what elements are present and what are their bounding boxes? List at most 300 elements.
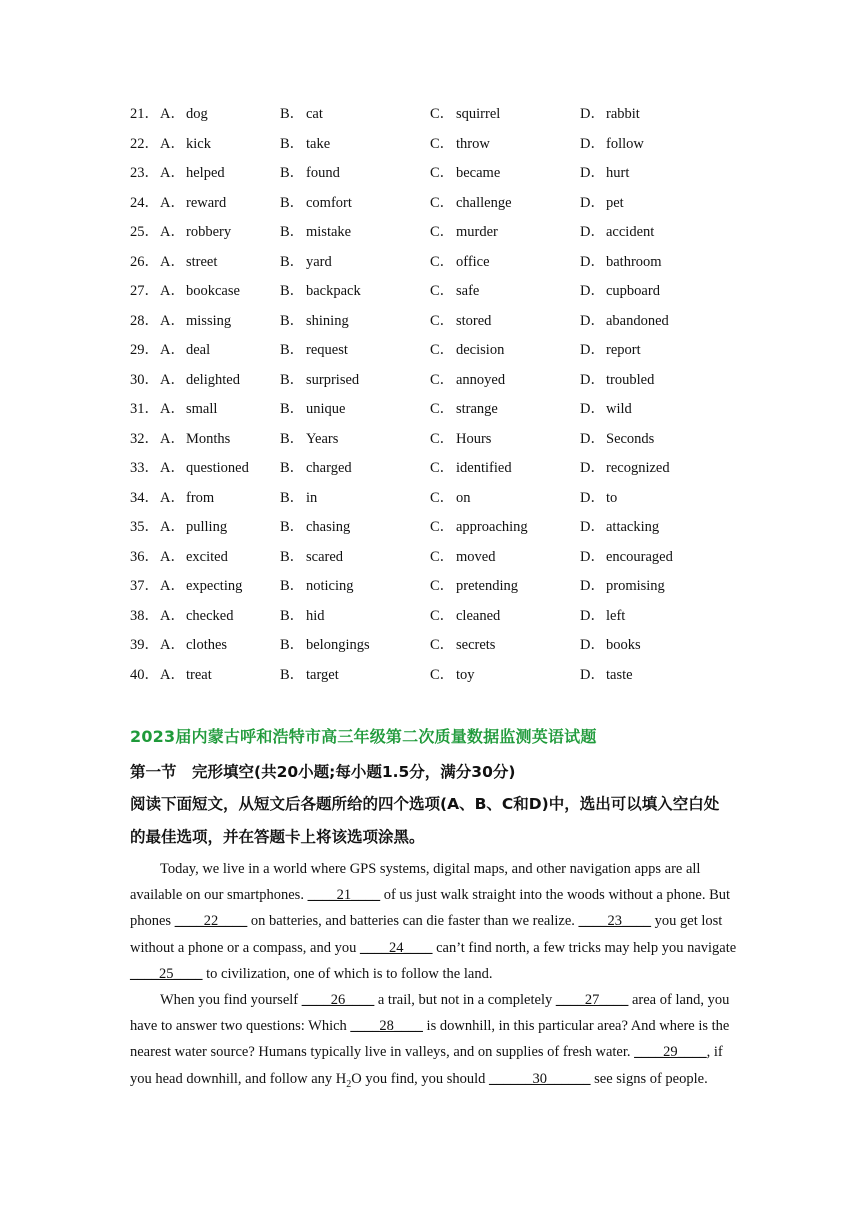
option-letter: B． — [280, 637, 305, 653]
passage-text: , if you head downhill, and follow any H — [130, 1044, 723, 1087]
option-letter: C． — [430, 548, 455, 565]
option-text: pulling — [186, 519, 228, 535]
option-text: encouraged — [606, 548, 673, 565]
section-title: 2023届内蒙古呼和浩特市高三年级第二次质量数据监测英语试题 — [130, 727, 597, 746]
option-letter: C． — [430, 371, 455, 388]
option-text: street — [186, 253, 218, 270]
option-text: accident — [606, 224, 655, 240]
option-row — [130, 366, 750, 396]
option-letter: D． — [580, 519, 605, 535]
option-text: comfort — [306, 194, 352, 211]
option-letter: B． — [280, 430, 305, 447]
option-text: throw — [456, 135, 490, 152]
option-letter: D． — [580, 401, 605, 417]
option-d — [580, 513, 659, 543]
blank-24: ____24____ — [359, 939, 433, 956]
option-d — [580, 395, 632, 425]
option-letter: A． — [160, 371, 185, 388]
option-text: Hours — [456, 430, 492, 447]
option-text: missing — [186, 312, 232, 329]
question-number: 24． — [130, 194, 159, 211]
option-text: decision — [456, 342, 505, 358]
option-letter: C． — [430, 312, 455, 329]
option-text: noticing — [306, 578, 354, 594]
option-text: left — [606, 607, 626, 624]
option-c — [430, 248, 490, 278]
option-letter: B． — [280, 401, 305, 417]
option-text: yard — [306, 253, 332, 270]
option-text: surprised — [306, 371, 360, 388]
option-a — [160, 425, 230, 455]
option-letter: C． — [430, 194, 455, 211]
option-letter: A． — [160, 578, 185, 594]
passage-text: O you find, you should — [351, 1070, 490, 1087]
option-letter: D． — [580, 135, 605, 152]
option-text: cat — [306, 106, 323, 122]
option-letter: B． — [280, 253, 305, 270]
option-text: target — [306, 666, 339, 683]
option-b — [280, 130, 330, 160]
blank-28: ____28____ — [350, 1018, 423, 1035]
passage-text: Today, we live in a world where GPS systems, digital maps, and other navigation apps are all available on our smartphones. — [130, 861, 701, 904]
option-d — [580, 336, 641, 366]
option-a — [160, 661, 212, 691]
option-text: expecting — [186, 578, 243, 594]
option-c — [430, 159, 500, 189]
option-row — [130, 307, 750, 337]
passage-paragraph-1 — [130, 856, 740, 987]
question-number: 25． — [130, 224, 159, 240]
option-letter: C． — [430, 607, 455, 624]
option-text: abandoned — [606, 312, 669, 329]
blank-29: ____29____ — [634, 1044, 707, 1061]
options-list — [130, 100, 750, 690]
option-text: checked — [186, 607, 234, 624]
option-text: bookcase — [186, 283, 240, 299]
question-number: 26． — [130, 253, 159, 270]
option-letter: B． — [280, 312, 305, 329]
option-text: hurt — [606, 165, 630, 181]
passage-text: see signs of people. — [590, 1070, 708, 1087]
option-text: strange — [456, 401, 498, 417]
option-letter: C． — [430, 401, 455, 417]
option-text: became — [456, 165, 501, 181]
option-c — [430, 543, 495, 573]
option-d — [580, 543, 673, 573]
option-row — [130, 484, 750, 514]
blank-25: ____25____ — [130, 965, 203, 982]
option-letter: C． — [430, 342, 455, 358]
option-c — [430, 336, 504, 366]
option-row — [130, 513, 750, 543]
option-b — [280, 572, 354, 602]
option-b — [280, 336, 348, 366]
option-text: promising — [606, 578, 665, 594]
option-text: rabbit — [606, 106, 640, 122]
option-c — [430, 484, 471, 514]
option-letter: A． — [160, 607, 185, 624]
option-d — [580, 159, 629, 189]
question-number: 34． — [130, 489, 159, 506]
option-b — [280, 395, 345, 425]
option-row — [130, 631, 750, 661]
option-letter: A． — [160, 135, 185, 152]
option-text: annoyed — [456, 371, 506, 388]
option-text: take — [306, 135, 331, 152]
option-text: secrets — [456, 637, 496, 653]
option-text: from — [186, 489, 215, 506]
option-letter: A． — [160, 460, 185, 476]
option-text: moved — [456, 548, 496, 565]
option-b — [280, 218, 351, 248]
option-text: on — [456, 489, 471, 506]
option-letter: B． — [280, 460, 305, 476]
option-letter: D． — [580, 342, 605, 358]
part-title: 第一节 完形填空(共20小题;每小题1.5分，满分30分) — [130, 763, 516, 781]
option-letter: A． — [160, 342, 185, 358]
option-row — [130, 425, 750, 455]
question-number: 37． — [130, 578, 159, 594]
option-a — [160, 336, 210, 366]
option-text: robbery — [186, 224, 232, 240]
option-text: charged — [306, 460, 352, 476]
option-text: scared — [306, 548, 344, 565]
blank-27: ____27____ — [555, 992, 629, 1009]
option-a — [160, 513, 227, 543]
passage-paragraph-2 — [130, 987, 740, 1092]
option-text: stored — [456, 312, 492, 329]
option-letter: B． — [280, 194, 305, 211]
option-d — [580, 484, 617, 514]
passage-text: you get lost without a phone or a compass, and you — [130, 913, 723, 956]
option-row — [130, 218, 750, 248]
option-d — [580, 277, 660, 307]
option-letter: A． — [160, 519, 185, 535]
option-letter: A． — [160, 194, 185, 211]
option-letter: D． — [580, 283, 605, 299]
option-letter: D． — [580, 165, 605, 181]
option-text: excited — [186, 548, 228, 565]
option-letter: C． — [430, 430, 455, 447]
option-c — [430, 277, 479, 307]
option-text: found — [306, 165, 340, 181]
instructions: 阅读下面短文，从短文后各题所给的四个选项(A、B、C和D)中，选出可以填入空白处的最佳选项，并在答题卡上将该选项涂黑。 — [130, 795, 720, 846]
option-a — [160, 159, 225, 189]
option-b — [280, 425, 338, 455]
passage-text: area of land, you have to answer two questions: Which — [130, 992, 730, 1035]
option-b — [280, 248, 332, 278]
option-letter: C． — [430, 460, 455, 476]
option-c — [430, 100, 500, 130]
option-text: follow — [606, 135, 644, 152]
question-number: 21． — [130, 106, 159, 122]
option-d — [580, 631, 641, 661]
subscript-2: 2 — [346, 1078, 352, 1090]
question-number: 33． — [130, 460, 159, 476]
option-text: report — [606, 342, 641, 358]
option-letter: C． — [430, 165, 455, 181]
option-b — [280, 602, 325, 632]
option-b — [280, 484, 317, 514]
question-number: 40． — [130, 666, 159, 683]
option-d — [580, 100, 640, 130]
option-a — [160, 366, 240, 396]
option-b — [280, 277, 361, 307]
passage-text: can’t find north, a few tricks may help you navigate — [432, 939, 737, 956]
option-d — [580, 130, 644, 160]
option-row — [130, 336, 750, 366]
option-text: attacking — [606, 519, 660, 535]
option-a — [160, 100, 208, 130]
question-number: 35． — [130, 519, 159, 535]
option-letter: C． — [430, 637, 455, 653]
option-b — [280, 631, 370, 661]
blank-23: ____23____ — [578, 913, 652, 930]
passage-text: on batteries, and batteries can die faster than we realize. — [247, 913, 579, 930]
option-text: pretending — [456, 578, 519, 594]
option-letter: D． — [580, 578, 605, 594]
option-letter: B． — [280, 666, 305, 683]
option-text: unique — [306, 401, 346, 417]
option-c — [430, 395, 498, 425]
option-a — [160, 572, 242, 602]
option-text: Months — [186, 430, 231, 447]
question-number: 31． — [130, 401, 159, 417]
option-text: small — [186, 401, 218, 417]
option-letter: B． — [280, 224, 305, 240]
option-letter: D． — [580, 430, 605, 447]
option-a — [160, 307, 231, 337]
blank-22: ____22____ — [174, 913, 248, 930]
option-text: mistake — [306, 224, 352, 240]
option-text: identified — [456, 460, 512, 476]
option-text: shining — [306, 312, 349, 329]
option-row — [130, 277, 750, 307]
option-text: books — [606, 637, 641, 653]
option-text: taste — [606, 666, 633, 683]
option-c — [430, 189, 512, 219]
option-text: reward — [186, 194, 227, 211]
option-letter: D． — [580, 194, 605, 211]
option-row — [130, 661, 750, 691]
option-letter: D． — [580, 489, 605, 506]
option-b — [280, 307, 349, 337]
option-a — [160, 189, 226, 219]
option-letter: A． — [160, 637, 185, 653]
option-d — [580, 602, 625, 632]
option-row — [130, 130, 750, 160]
option-letter: A． — [160, 548, 185, 565]
option-b — [280, 454, 352, 484]
option-d — [580, 661, 633, 691]
option-row — [130, 543, 750, 573]
option-letter: D． — [580, 460, 605, 476]
option-letter: A． — [160, 666, 185, 683]
question-number: 38． — [130, 607, 159, 624]
option-letter: A． — [160, 224, 185, 240]
option-b — [280, 159, 340, 189]
option-text: kick — [186, 135, 211, 152]
option-d — [580, 218, 654, 248]
option-text: wild — [606, 401, 632, 417]
option-c — [430, 307, 491, 337]
option-text: pet — [606, 194, 624, 211]
option-a — [160, 602, 234, 632]
option-letter: C． — [430, 135, 455, 152]
option-c — [430, 366, 505, 396]
option-letter: D． — [580, 607, 605, 624]
passage-text: a trail, but not in a completely — [374, 992, 556, 1009]
option-d — [580, 572, 665, 602]
option-c — [430, 602, 500, 632]
option-b — [280, 513, 350, 543]
option-d — [580, 425, 654, 455]
option-text: approaching — [456, 519, 528, 535]
option-d — [580, 189, 624, 219]
passage-text: When you find yourself — [160, 992, 302, 1009]
option-a — [160, 631, 227, 661]
option-b — [280, 543, 343, 573]
passage-text: is downhill, in this particular area? And where is the nearest water source? Humans typically live in valleys, and on supplies of fresh water. — [130, 1018, 730, 1061]
option-letter: D． — [580, 637, 605, 653]
option-a — [160, 277, 240, 307]
option-text: hid — [306, 607, 325, 624]
option-text: bathroom — [606, 253, 662, 270]
option-text: treat — [186, 666, 212, 683]
option-letter: C． — [430, 283, 455, 299]
option-a — [160, 543, 228, 573]
question-number: 30． — [130, 371, 159, 388]
option-text: safe — [456, 283, 480, 299]
option-d — [580, 248, 662, 278]
option-text: toy — [456, 666, 475, 683]
option-letter: A． — [160, 283, 185, 299]
option-letter: D． — [580, 666, 605, 683]
option-text: dog — [186, 106, 208, 122]
option-letter: D． — [580, 312, 605, 329]
option-letter: A． — [160, 312, 185, 329]
option-letter: A． — [160, 401, 185, 417]
option-letter: D． — [580, 106, 605, 122]
option-a — [160, 395, 217, 425]
option-letter: D． — [580, 253, 605, 270]
option-b — [280, 661, 339, 691]
option-letter: C． — [430, 578, 455, 594]
option-letter: B． — [280, 165, 305, 181]
option-c — [430, 454, 512, 484]
question-number: 39． — [130, 637, 159, 653]
option-d — [580, 454, 670, 484]
option-text: belongings — [306, 637, 370, 653]
option-letter: B． — [280, 548, 305, 565]
option-text: questioned — [186, 460, 249, 476]
option-text: troubled — [606, 371, 655, 388]
option-letter: A． — [160, 165, 185, 181]
option-c — [430, 661, 475, 691]
option-a — [160, 484, 214, 514]
option-letter: C． — [430, 519, 455, 535]
option-text: recognized — [606, 460, 670, 476]
option-letter: C． — [430, 253, 455, 270]
option-text: office — [456, 253, 490, 270]
option-row — [130, 189, 750, 219]
option-text: in — [306, 489, 318, 506]
option-c — [430, 572, 518, 602]
option-letter: D． — [580, 224, 605, 240]
option-c — [430, 218, 498, 248]
option-letter: D． — [580, 548, 605, 565]
option-d — [580, 307, 669, 337]
option-letter: C． — [430, 224, 455, 240]
question-number: 28． — [130, 312, 159, 329]
option-letter: A． — [160, 253, 185, 270]
option-letter: C． — [430, 666, 455, 683]
blank-30: ______30______ — [489, 1070, 591, 1087]
option-text: helped — [186, 165, 225, 181]
option-text: to — [606, 489, 618, 506]
passage-text: to civilization, one of which is to follow the land. — [202, 965, 493, 982]
question-number: 22． — [130, 135, 159, 152]
question-number: 29． — [130, 342, 159, 358]
question-number: 32． — [130, 430, 159, 447]
option-text: request — [306, 342, 348, 358]
option-letter: B． — [280, 607, 305, 624]
option-text: murder — [456, 224, 498, 240]
option-a — [160, 130, 211, 160]
option-text: clothes — [186, 637, 228, 653]
option-b — [280, 100, 323, 130]
passage-text: of us just walk straight into the woods without a phone. But phones — [130, 887, 731, 930]
option-a — [160, 454, 249, 484]
option-c — [430, 425, 491, 455]
blank-21: ____21____ — [307, 887, 381, 904]
option-letter: B． — [280, 283, 305, 299]
option-letter: B． — [280, 519, 305, 535]
option-text: cupboard — [606, 283, 660, 299]
option-row — [130, 100, 750, 130]
question-number: 36． — [130, 548, 159, 565]
option-letter: C． — [430, 106, 455, 122]
option-text: cleaned — [456, 607, 501, 624]
option-letter: B． — [280, 578, 305, 594]
option-b — [280, 189, 352, 219]
option-c — [430, 130, 490, 160]
option-text: backpack — [306, 283, 361, 299]
option-d — [580, 366, 654, 396]
option-row — [130, 572, 750, 602]
cloze-passage — [130, 856, 740, 1092]
option-letter: B． — [280, 135, 305, 152]
option-row — [130, 602, 750, 632]
option-text: squirrel — [456, 106, 501, 122]
option-letter: A． — [160, 430, 185, 447]
option-row — [130, 248, 750, 278]
option-letter: B． — [280, 489, 305, 506]
option-letter: B． — [280, 371, 305, 388]
option-letter: B． — [280, 106, 305, 122]
option-letter: C． — [430, 489, 455, 506]
question-number: 27． — [130, 283, 159, 299]
option-b — [280, 366, 359, 396]
option-text: chasing — [306, 519, 351, 535]
option-c — [430, 513, 528, 543]
option-text: Seconds — [606, 430, 655, 447]
option-text: Years — [306, 430, 339, 447]
option-row — [130, 159, 750, 189]
option-c — [430, 631, 495, 661]
option-text: delighted — [186, 371, 240, 388]
option-a — [160, 218, 231, 248]
